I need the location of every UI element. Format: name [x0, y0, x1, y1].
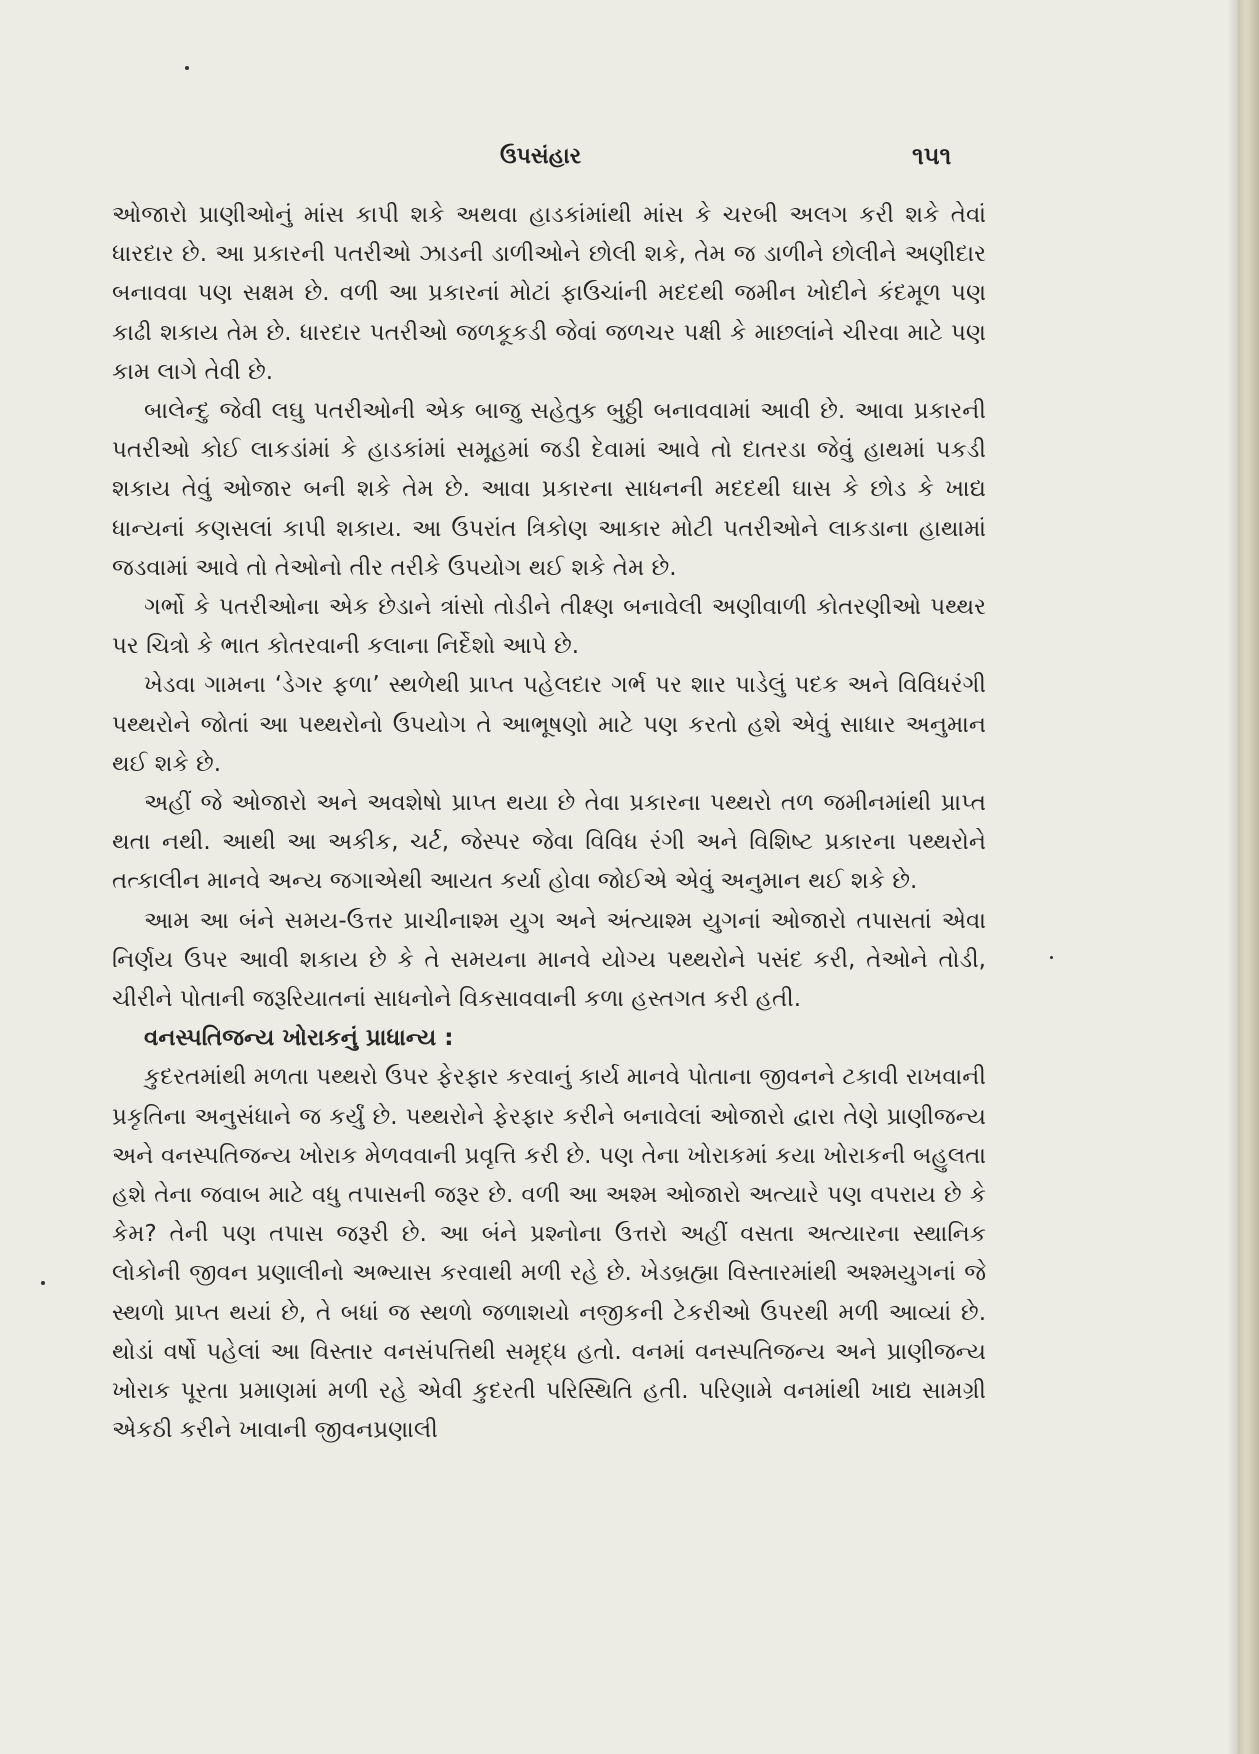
paragraph: અહીં જે ઓજારો અને અવશેષો પ્રાપ્ત થયા છે તેવા પ્રકારના પથ્થરો તળ જમીનમાંથી પ્રાપ્ત થતા નથી. આથી આ અકીક, ચર્ટ, જેસ્પર જેવા વિવિધ રંગી અને વિશિષ્ટ પ્રકારના પથ્થરોને તત્કાલીન માનવે અન્ય જગાએથી આયત કર્યા હોવા જોઈએ એવું અનુમાન થઈ શકે છે.	[112, 790, 986, 895]
paragraph: ગર્ભો કે પતરીઓના એક છેડાને ત્રાંસો તોડીને તીક્ષ્ણ બનાવેલી અણીવાળી કોતરણીઓ પથ્થર પર ચિત્રો કે ભાત કોતરવાની કલાના નિર્દેશો આપે છે.	[112, 594, 986, 660]
paragraph: ઓજારો પ્રાણીઓનું માંસ કાપી શકે અથવા હાડકાંમાંથી માંસ કે ચરબી અલગ કરી શકે તેવાં ધારદાર છે. આ પ્રકારની પતરીઓ ઝાડની ડાળીઓને છોલી શકે, તેમ જ ડાળીને છોલીને અણીદાર બનાવવા પણ સક્ષમ છે. વળી આ પ્રકારનાં મોટાં ફાઉચાંની મદદથી જમીન ખોદીને કંદમૂળ પણ કાઢી શકાય તેમ છે. ધારદાર પતરીઓ જળકૂકડી જેવાં જળચર પક્ષી કે માછલાંને ચીરવા માટે પણ કામ લાગે તેવી છે.	[112, 202, 986, 385]
paragraph: ખેડવા ગામના ‘ડેગર ફળા’ સ્થળેથી પ્રાપ્ત પહેલદાર ગર્ભ પર શાર પાડેલું પદક અને વિવિધરંગી પથ્થરોને જોતાં આ પથ્થરોનો ઉપયોગ તે આભૂષણો માટે પણ કરતો હશે એવું સાધાર અનુમાન થઈ શકે છે.	[112, 672, 986, 777]
page-edge	[1238, 0, 1259, 1754]
ink-speck	[41, 1281, 45, 1285]
running-title: ઉપસંહાર	[500, 144, 582, 169]
ink-speck	[185, 66, 189, 70]
page-header	[0, 136, 1238, 176]
page-body	[112, 196, 986, 1451]
page-number: ૧૫૧	[912, 142, 952, 170]
paragraph: બાલેન્દુ જેવી લઘુ પતરીઓની એક બાજુ સહેતુક બુઠ્ઠી બનાવવામાં આવી છે. આવા પ્રકારની પતરીઓ કોઈ લાકડાંમાં કે હાડકાંમાં સમૂહમાં જડી દેવામાં આવે તો દાતરડા જેવું હાથમાં પકડી શકાય તેવું ઓજાર બની શકે તેમ છે. આવા પ્રકારના સાધનની મદદથી ઘાસ કે છોડ કે ખાદ્ય ધાન્યનાં કણસલાં કાપી શકાય. આ ઉપરાંત ત્રિકોણ આકાર મોટી પતરીઓને લાકડાના હાથામાં જડવામાં આવે તો તેઓનો તીર તરીકે ઉપયોગ થઈ શકે તેમ છે.	[112, 398, 986, 581]
ink-speck	[1050, 956, 1053, 959]
page-edge-shadow	[1228, 0, 1238, 1754]
paragraph: કુદરતમાંથી મળતા પથ્થરો ઉપર ફેરફાર કરવાનું કાર્ય માનવે પોતાના જીવનને ટકાવી રાખવાની પ્રકૃતિના અનુસંધાને જ કર્યું છે. પથ્થરોને ફેરફાર કરીને બનાવેલાં ઓજારો દ્વારા તેણે પ્રાણીજન્ય અને વનસ્પતિજન્ય ખોરાક મેળવવાની પ્રવૃત્તિ કરી છે. પણ તેના ખોરાકમાં કયા ખોરાકની બહુલતા હશે તેના જવાબ માટે વધુ તપાસની જરૂર છે. વળી આ અશ્મ ઓજારો અત્યારે પણ વપરાય છે કે કેમ? તેની પણ તપાસ જરૂરી છે. આ બંને પ્રશ્નોના ઉત્તરો અહીં વસતા અત્યારના સ્થાનિક લોકોની જીવન પ્રણાલીનો અભ્યાસ કરવાથી મળી રહે છે. ખેડબ્રહ્મા વિસ્તારમાંથી અશ્મયુગનાં જે સ્થળો પ્રાપ્ત થયાં છે, તે બધાં જ સ્થળો જળાશયો નજીકની ટેકરીઓ ઉપરથી મળી આવ્યાં છે. થોડાં વર્ષો પહેલાં આ વિસ્તાર વનસંપત્તિથી સમૃદ્ધ હતો. વનમાં વનસ્પતિજન્ય અને પ્રાણીજન્ય ખોરાક પૂરતા પ્રમાણમાં મળી રહે એવી કુદરતી પરિસ્થિતિ હતી. પરિણામે વનમાંથી ખાદ્ય સામગ્રી એકઠી કરીને ખાવાની જીવનપ્રણાલી	[112, 1064, 986, 1444]
paragraph: આમ આ બંને સમય-ઉત્તર પ્રાચીનાશ્મ યુગ અને અંત્યાશ્મ યુગનાં ઓજારો તપાસતાં એવા નિર્ણય ઉપર આવી શકાય છે કે તે સમયના માનવે યોગ્ય પથ્થરોને પસંદ કરી, તેઓને તોડી, ચીરીને પોતાની જરૂરિયાતનાં સાધનોને વિકસાવવાની કળા હસ્તગત કરી હતી.	[112, 907, 986, 1013]
section-subheading: વનસ્પતિજન્ય ખોરાકનું પ્રાધાન્ય :	[144, 1025, 454, 1052]
